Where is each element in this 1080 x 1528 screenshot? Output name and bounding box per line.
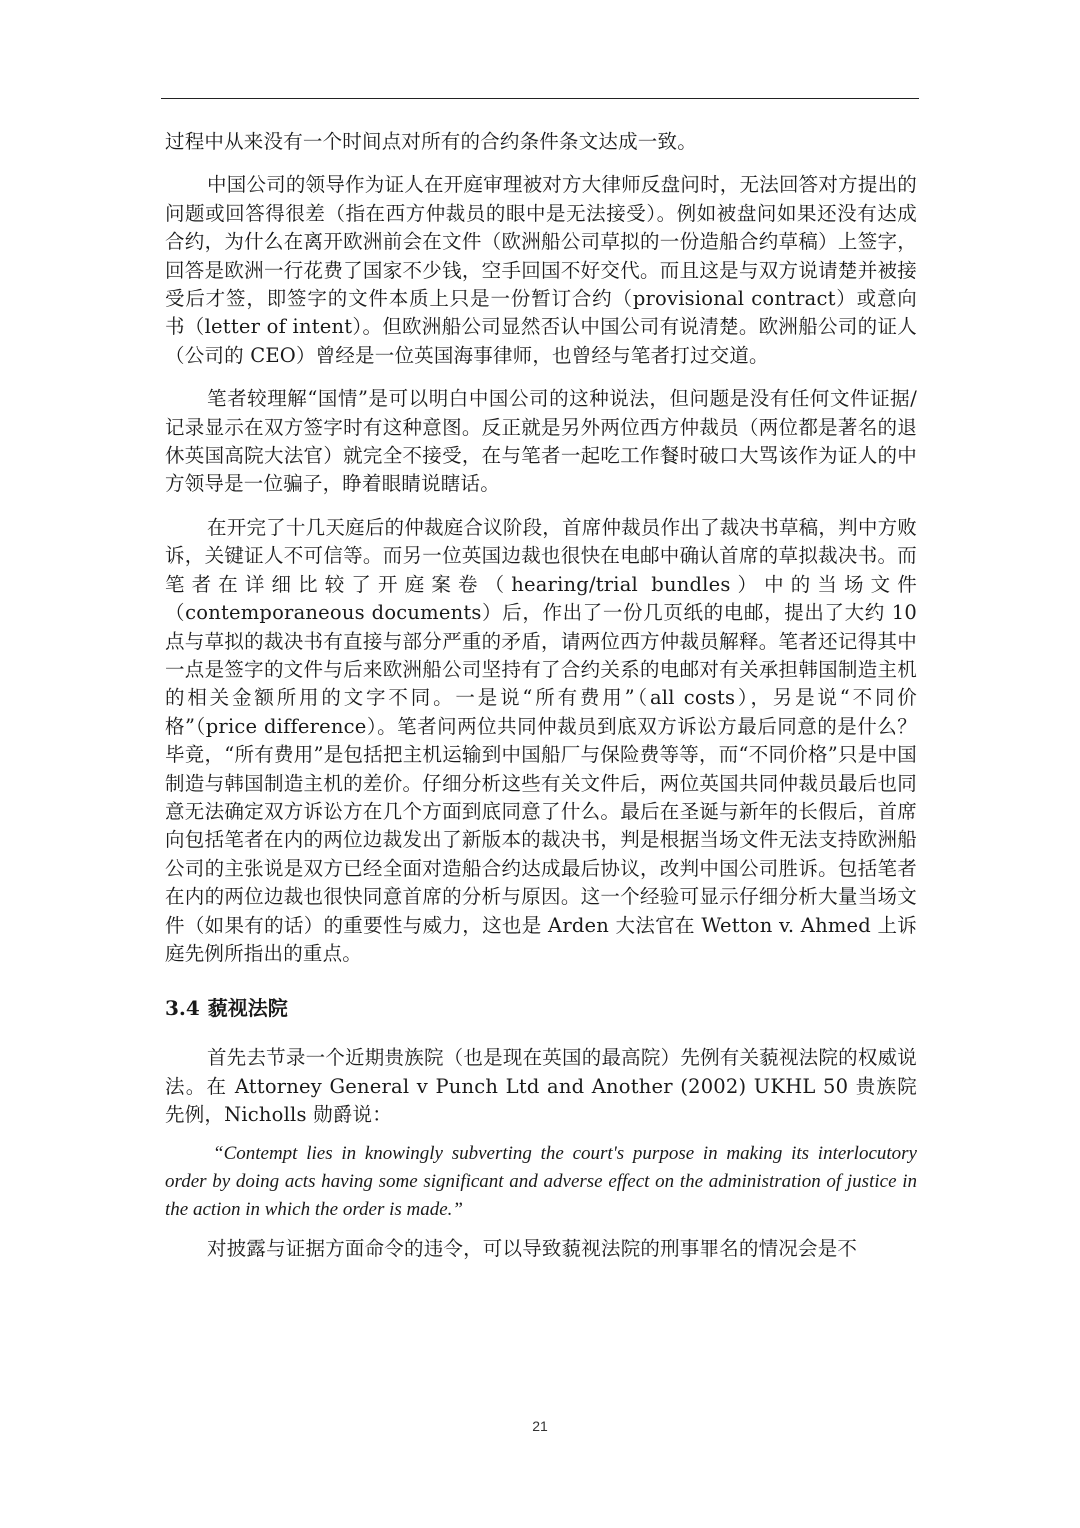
- paragraph-national-conditions: 笔者较理解“国情”是可以明白中国公司的这种说法，但问题是没有任何文件证据/记录显示在双方签字时有这种意图。反正就是另外两位西方仲裁员（两位都是著名的退休英国高院大法官）就完全不接受，在与笔者一起吃工作餐时破口大骂该作为证人的中方领导是一位骗子，睁着眼睛说瞎话。: [165, 387, 917, 496]
- header-rule: [161, 98, 919, 99]
- paragraph-contempt-intro: 首先去节录一个近期贵族院（也是现在英国的最高院）先例有关藐视法院的权威说法。在 Attorney General v Punch Ltd and Another (2002) UKHL 50 贵族院先例，Nicholls 勋爵说：: [165, 1046, 917, 1127]
- paragraph-continued: 过程中从来没有一个时间点对所有的合约条件条文达成一致。: [165, 130, 697, 153]
- block-quote: “Contempt lies in knowingly subverting the court's purpose in making its interlocutory order by doing acts having some significant and adverse effect on the administration of justice in the action in which the order is made.”: [165, 1142, 917, 1221]
- paragraph-arbitration-deliberation: 在开完了十几天庭后的仲裁庭合议阶段，首席仲裁员作出了裁决书草稿，判中方败诉，关键证人不可信等。而另一位英国边裁也很快在电邮中确认首席的草拟裁决书。而笔者在详细比较了开庭案卷（hearing/trial bundles）中的当场文件（contemporaneous documents）后，作出了一份几页纸的电邮，提出了大约 10 点与草拟的裁决书有直接与部分严重的矛盾，请两位西方仲裁员解释。笔者还记得其中一点是签字的文件与后来欧洲船公司坚持有了合约关系的电邮对有关承担韩国制造主机的相关金额所用的文字不同。一是说“所有费用”（all costs），另是说“不同价格”（price difference）。笔者问两位共同仲裁员到底双方诉讼方最后同意的是什么？毕竟，“所有费用”是包括把主机运输到中国船厂与保险费等等，而“不同价格”只是中国制造与韩国制造主机的差价。仔细分析这些有关文件后，两位英国共同仲裁员最后也同意无法确定双方诉讼方在几个方面到底同意了什么。最后在圣诞与新年的长假后，首席向包括笔者在内的两位边裁发出了新版本的裁决书，判是根据当场文件无法支持欧洲船公司的主张说是双方已经全面对造船合约达成最后协议，改判中国公司胜诉。包括笔者在内的两位边裁也很快同意首席的分析与原因。这一个经验可显示仔细分析大量当场文件（如果有的话）的重要性与威力，这也是 Arden 大法官在 Wetton v. Ahmed 上诉庭先例所指出的重点。: [165, 515, 917, 965]
- paragraph-disclosure-violation: 对披露与证据方面命令的违令，可以导致藐视法院的刑事罪名的情况会是不: [207, 1236, 858, 1260]
- section-heading: [165, 994, 917, 1022]
- section-number: 3.4: [165, 996, 200, 1021]
- page-number: 21: [532, 1418, 548, 1434]
- section-title: 藐视法院: [207, 996, 288, 1021]
- paragraph-witness-cross-examination: 中国公司的领导作为证人在开庭审理被对方大律师反盘问时，无法回答对方提出的问题或回答得很差（指在西方仲裁员的眼中是无法接受）。例如被盘问如果还没有达成合约，为什么在离开欧洲前会在文件（欧洲船公司草拟的一份造船合约草稿）上签字，回答是欧洲一行花费了国家不少钱，空手回国不好交代。而且这是与双方说请楚并被接受后才签，即签字的文件本质上只是一份暂订合约（provisional contract）或意向书（letter of intent）。但欧洲船公司显然否认中国公司有说清楚。欧洲船公司的证人（公司的 CEO）曾经是一位英国海事律师，也曾经与笔者打过交道。: [165, 173, 917, 367]
- body-text: [165, 128, 917, 1263]
